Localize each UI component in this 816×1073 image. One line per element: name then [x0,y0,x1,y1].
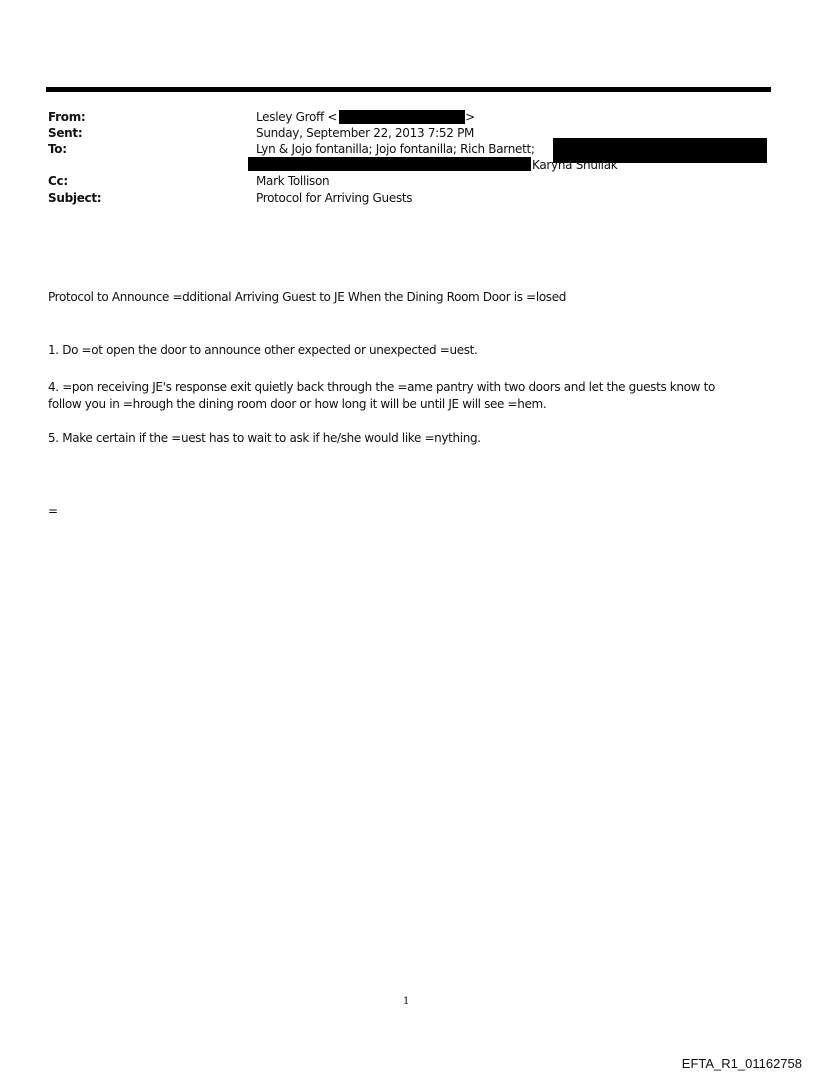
from-label: From: [48,110,86,124]
body-trailer: = [48,504,58,518]
cc-label: Cc: [48,174,68,188]
body-item-1: 1. Do =ot open the door to announce other expected or unexpected =uest. [48,343,478,357]
cc-value: Mark Tollison [256,174,330,188]
to-value-line1: Lyn & Jojo fontanilla; Jojo fontanilla; Rich Barnett; [256,142,535,156]
page-number: 1 [403,996,410,1007]
to-value-line2: Karyna Shuliak [532,158,618,172]
sent-value: Sunday, September 22, 2013 7:52 PM [256,126,475,140]
redaction-box [248,157,531,171]
header-rule [46,87,771,92]
body-item-4-line1: 4. =pon receiving JE's response exit quietly back through the =ame pantry with two doors and let the guests know to [48,380,715,394]
subject-value: Protocol for Arriving Guests [256,191,413,205]
from-bracket: > [465,110,475,124]
from-name: Lesley Groff < [256,110,338,124]
sent-label: Sent: [48,126,83,140]
redaction-box [339,110,465,124]
body-title: Protocol to Announce =dditional Arriving Guest to JE When the Dining Room Door is =losed [48,290,567,304]
body-item-4-line2: follow you in =hrough the dining room door or how long it will be until JE will see =hem. [48,397,547,411]
to-label: To: [48,142,67,156]
document-id: EFTA_R1_01162758 [681,1056,802,1071]
subject-label: Subject: [48,191,102,205]
body-item-5: 5. Make certain if the =uest has to wait to ask if he/she would like =nything. [48,431,481,445]
